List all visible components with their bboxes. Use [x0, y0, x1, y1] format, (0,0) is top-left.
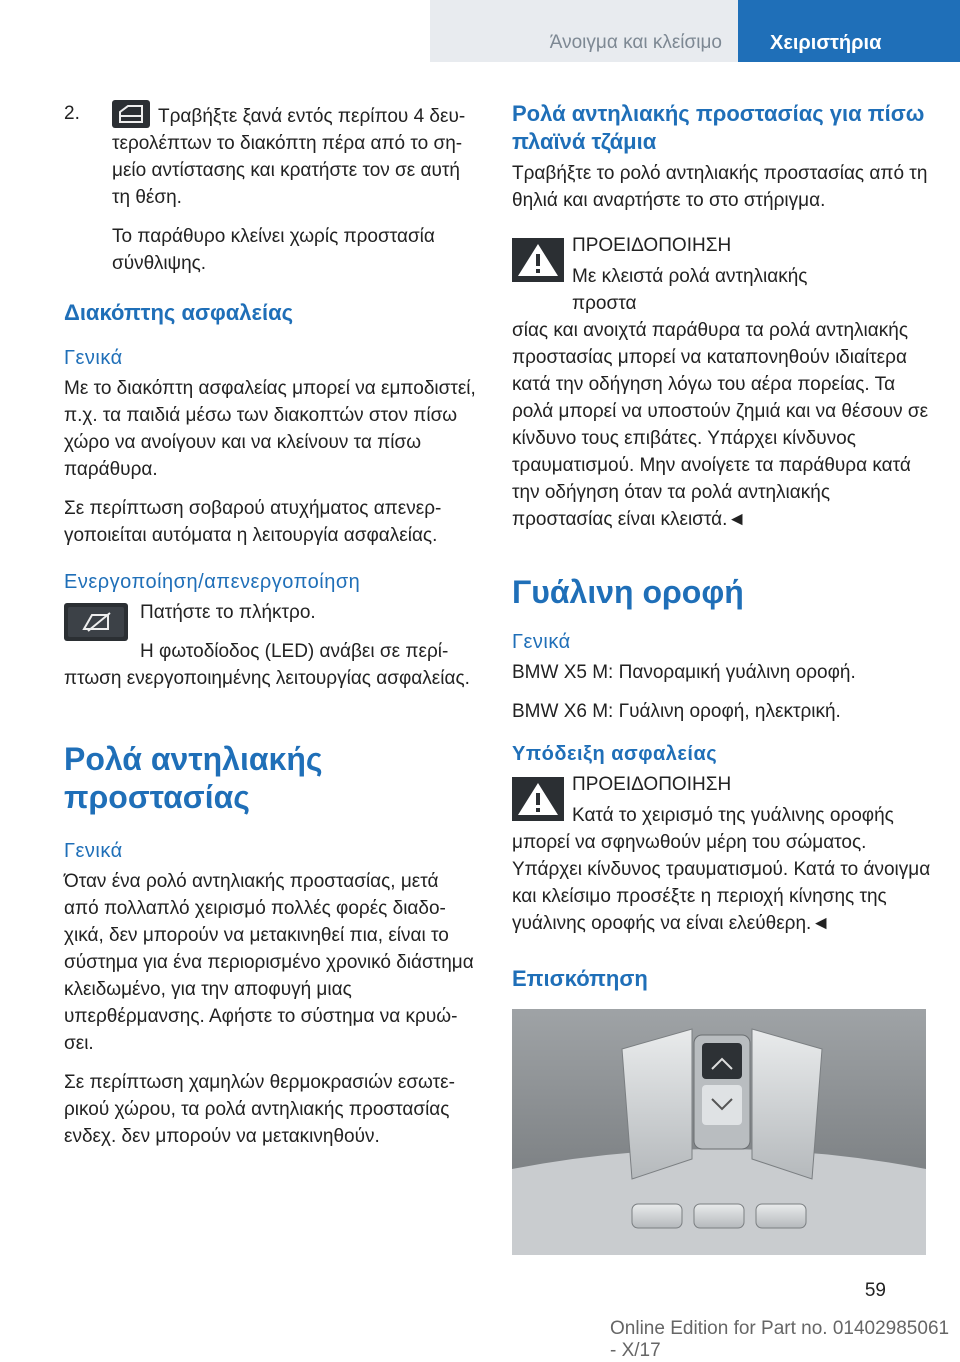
general-2-para-a: Όταν ένα ρολό αντηλιακής προστασίας, μετά από πολλαπλό χειρισμό πολλές φορές διαδοχικά, δεν μπορούν να μετακινηθεί πια, είναι το σύστημα για ένα περιορισμένο χρονικό διάστημα κλειδωμένο, για την αποφυγή μιας υπερθέρμανσης. Αφήστε το σύστημα να κρυώσει. — [64, 871, 474, 1054]
press-button-text: Πατήστε το πλήκτρο. — [140, 602, 316, 623]
x5-text: BMW X5 M: Πανοραμική γυάλινη οροφή. — [512, 662, 856, 683]
rear-sunblinds-text: Τραβήξτε το ρολό αντηλιακής προστασίας από τη θηλιά και αναρτήστε το στο στήριγμα. — [512, 163, 928, 211]
safety-switch-button-icon — [64, 603, 128, 641]
header-section — [430, 0, 738, 62]
page-header — [0, 0, 960, 62]
general-1-para-a: Με το διακόπτη ασφαλείας μπορεί να εμποδιστεί, π.χ. τα παιδιά μέσω των διακοπτών στον πίσω χώρο να ανοίγουν και να κλείνουν τα πίσω παράθυρα. — [64, 378, 476, 480]
warning-1-first-line: Με κλειστά ρολά αντηλιακής προστα — [572, 266, 808, 314]
led-text: Η φωτοδίοδος (LED) ανάβει σε περίπτωση ενεργοποιημένης λειτουργίας ασφαλείας. — [64, 641, 470, 689]
warning-triangle-icon — [512, 777, 564, 821]
heading-sunblinds: Ρολά αντηλιακής προστασίας — [64, 741, 323, 815]
warning-1-body: σίας και ανοιχτά παράθυρα τα ρολά αντηλιακής προστασίας μπορεί να καταπονηθούν ιδιαίτερα κατά την οδήγηση λόγω του αέρα πορείας. Τα ρολά μπορεί να υποστούν ζημιά και να θέσουν σε κίνδυνο τους επιβάτες. Υπάρχει κίνδυνος τραυματισμού. Μην ανοίγετε τα παράθυρα κατά την οδήγηση όταν τα ρολά αντηλιακής προστασίας είναι κλειστά.◄ — [512, 320, 929, 530]
warning-2-first-line: Κατά το χειρισμό της γυάλινης οροφής — [572, 805, 894, 826]
left-column — [64, 100, 478, 1162]
warning-2-title: ΠΡΟΕΙΔΟΠΟΙΗΣΗ — [572, 774, 732, 795]
warning-1 — [512, 232, 932, 533]
heading-activation: Ενεργοποίηση/απενεργοποίηση — [64, 571, 361, 593]
warning-1-title: ΠΡΟΕΙΔΟΠΟΙΗΣΗ — [572, 235, 732, 256]
window-switch-icon — [112, 100, 150, 128]
step-text: Τραβήξτε ξανά εντός περίπου 4 δευτερολέπτων το διακόπτη πέρα από το σημείο αντίστασης και κρατήστε τον σε αυτή τη θέση. — [112, 106, 466, 208]
step-note: Το παράθυρο κλείνει χωρίς προστασία σύνθλιψης. — [112, 226, 435, 274]
header-section-title: Άνοιγμα και κλείσιμο — [549, 32, 722, 53]
heading-rear-sunblinds: Ρολά αντηλιακής προστασίας για πίσω πλαϊνά τζάμια — [512, 101, 925, 154]
page-number: 59 — [864, 1280, 886, 1301]
warning-2 — [512, 771, 932, 937]
safety-switch-block — [64, 599, 478, 692]
header-chapter-title: Χειριστήρια — [770, 32, 882, 54]
warning-2-body: μπορεί να σφηνωθούν μέρη του σώματος. Υπάρχει κίνδυνος τραυματισμού. Κατά το άνοιγμα και κλείσιμο προσέξτε η περιοχή κίνησης της γυάλινης οροφής να είναι ελεύθερη.◄ — [512, 832, 931, 934]
heading-safety-note: Υπόδειξη ασφαλείας — [512, 743, 718, 765]
heading-safety-switch: Διακόπτης ασφαλείας — [64, 300, 294, 325]
step-2 — [64, 100, 478, 277]
heading-overview: Επισκόπηση — [512, 966, 648, 991]
x6-text: BMW X6 M: Γυάλινη οροφή, ηλεκτρική. — [512, 701, 841, 722]
step-number: 2. — [64, 103, 80, 124]
heading-general-2: Γενικά — [64, 840, 123, 862]
heading-glass-roof: Γυάλινη οροφή — [512, 574, 744, 610]
heading-general-1: Γενικά — [64, 347, 123, 369]
footer-edition: Online Edition for Part no. 01402985061 - X/17 — [610, 1318, 950, 1361]
header-chapter — [738, 0, 960, 62]
general-1-para-b: Σε περίπτωση σοβαρού ατυχήματος απενεργοποιείται αυτόματα η λειτουργία ασφαλείας. — [64, 498, 442, 546]
roof-control-panel-photo — [512, 1009, 926, 1255]
heading-general-3: Γενικά — [512, 631, 571, 653]
warning-triangle-icon — [512, 238, 564, 282]
right-column — [512, 100, 932, 1260]
general-2-para-b: Σε περίπτωση χαμηλών θερμοκρασιών εσωτερικού χώρου, τα ρολά αντηλιακής προστασίας ενδεχ. δεν μπορούν να μετακινηθούν. — [64, 1072, 455, 1147]
